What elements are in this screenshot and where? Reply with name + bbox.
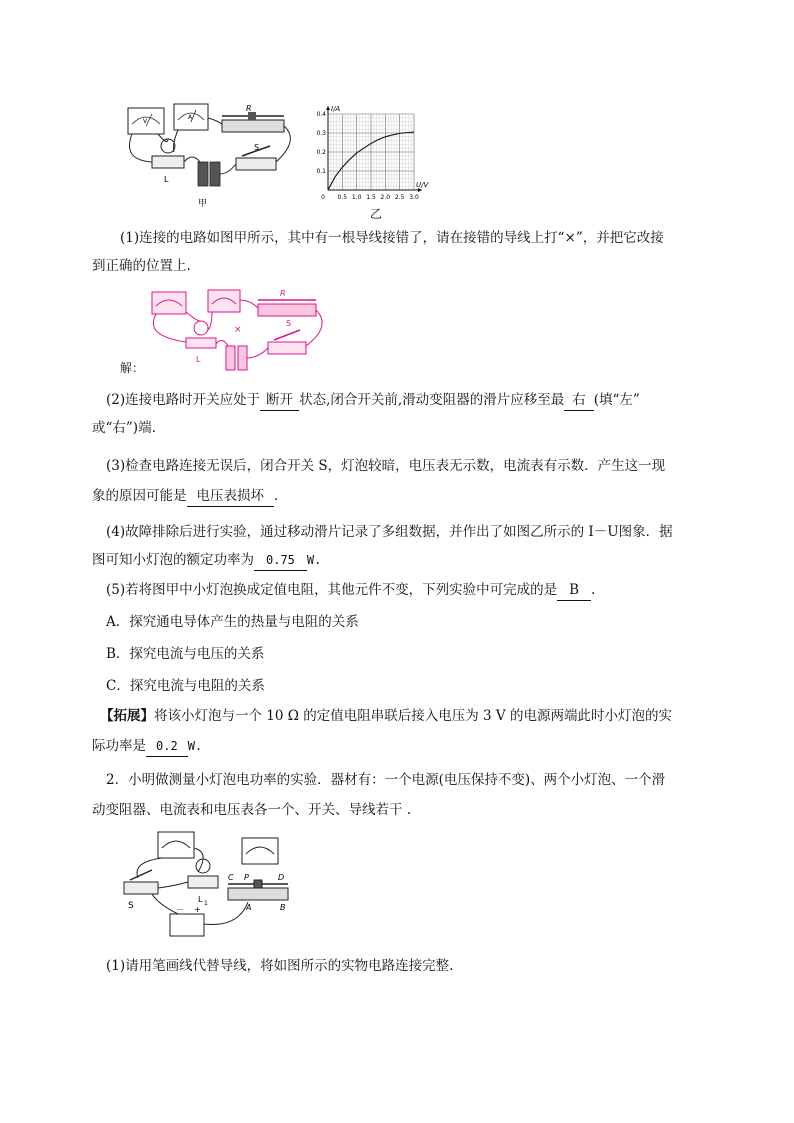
bulb-base [188, 876, 218, 888]
switch-icon [124, 882, 158, 894]
svg-text:R: R [280, 289, 286, 298]
p2q1-line1: (1)请用笔画线代替导线，将如图所示的实物电路连接完整. [106, 958, 454, 974]
p2-line2: 动变阻器、电流表和电压表各一个、开关、导线若干 . [92, 802, 412, 818]
voltmeter-icon [128, 108, 164, 134]
svg-text:C: C [228, 873, 234, 882]
y-axis-label: I/A [331, 105, 341, 113]
ammeter-icon [208, 290, 240, 312]
answer-blank: 断开 [260, 390, 299, 411]
svg-text:S: S [254, 143, 260, 152]
p2-line1: 2．小明做测量小灯泡电功率的实验．器材有：一个电源(电压保持不变)、两个小灯泡、一个滑 [106, 772, 666, 788]
bulb-icon [194, 321, 208, 335]
svg-text:R: R [246, 104, 252, 113]
cross-mark: × [234, 325, 242, 335]
solution-label: 解： [120, 361, 145, 375]
figure-label-jia: 甲 [198, 199, 208, 209]
svg-text:L: L [164, 175, 169, 184]
circuit-figure-jia [118, 100, 308, 212]
x-tick-label: 2.0 [380, 194, 391, 201]
iu-chart [312, 100, 432, 212]
answer-blank: 右 [564, 390, 594, 411]
answer-blank: 0.2 [146, 736, 188, 757]
ammeter-icon [174, 104, 208, 130]
svg-text:A: A [188, 114, 193, 121]
q3-line2: 象的原因可能是 电压表损坏 . [92, 486, 278, 507]
option-a: A．探究通电导体产生的热量与电阻的关系 [106, 614, 359, 630]
voltmeter-icon [158, 832, 194, 858]
svg-text:+: + [194, 905, 201, 914]
svg-text:S: S [128, 901, 134, 911]
figure-label-yi: 乙 [370, 207, 383, 221]
rheostat-icon [258, 304, 316, 316]
q1-line1: (1)连接的电路如图甲所示，其中有一根导线接错了，请在接错的导线上打“×”，并把它改接 [120, 230, 664, 246]
switch-icon [236, 143, 276, 170]
ammeter-icon [242, 838, 278, 864]
y-tick-label: 0.4 [316, 111, 326, 118]
x-axis-label: U/V [416, 181, 429, 189]
bulb-base [186, 338, 216, 348]
svg-text:S: S [286, 319, 292, 328]
svg-text:V: V [143, 118, 148, 125]
svg-text:1: 1 [204, 900, 208, 907]
origin-label: 0 [321, 194, 325, 201]
svg-text:－: － [176, 905, 184, 914]
q4-line1: (4)故障排除后进行实验，通过移动滑片记录了多组数据，并作出了如图乙所示的 I－U图象．据 [106, 524, 673, 540]
bulb-icon [152, 139, 184, 184]
q2-line1: (2)连接电路时开关应处于 断开 状态,闭合开关前,滑动变阻器的滑片应移至最 右 (填“左” [106, 390, 640, 411]
answer-blank: 0.75 [254, 550, 307, 571]
svg-text:D: D [278, 873, 285, 882]
battery-box-icon [170, 914, 204, 936]
svg-text:B: B [280, 903, 286, 912]
rheostat-icon [228, 888, 288, 900]
option-b: B．探究电流与电压的关系 [106, 646, 265, 662]
answer-blank: 电压表损坏 [187, 486, 275, 507]
y-tick-label: 0.2 [316, 149, 326, 156]
x-tick-label: 2.5 [394, 194, 405, 201]
svg-text:L: L [196, 355, 201, 364]
q5-line1: (5)若将图甲中小灯泡换成定值电阻，其他元件不变，下列实验中可完成的是 B . [106, 580, 595, 601]
q3-line1: (3)检查电路连接无误后，闭合开关 S，灯泡较暗，电压表无示数，电流表有示数．产生这一现 [106, 458, 666, 474]
q1-line2: 到正确的位置上. [92, 258, 191, 274]
x-tick-label: 3.0 [409, 194, 419, 201]
option-c: C．探究电流与电阻的关系 [106, 678, 265, 694]
q4-line2: 图可知小灯泡的额定功率为 0.75 W. [92, 550, 321, 571]
svg-text:P: P [244, 873, 249, 882]
x-tick-label: 0.5 [337, 194, 348, 201]
x-tick-label: 1.5 [366, 194, 376, 201]
extension-line2: 际功率是 0.2 W. [92, 736, 202, 757]
svg-text:A: A [246, 903, 252, 912]
q2-line2: 或“右”)端. [92, 420, 156, 436]
answer-circuit-figure [118, 286, 338, 378]
y-axis-arrow [326, 106, 330, 110]
switch-icon [268, 342, 306, 354]
x-tick-label: 1.0 [351, 194, 362, 201]
extension-line1: 【拓展】将该小灯泡与一个 10 Ω 的定值电阻串联后接入电压为 3 V 的电源两端此时小灯泡的实 [100, 708, 672, 724]
battery-icon [198, 162, 220, 186]
voltmeter-icon [152, 292, 186, 314]
battery-icon [226, 346, 235, 370]
y-tick-label: 0.1 [316, 168, 326, 175]
svg-text:L: L [198, 895, 203, 904]
y-tick-label: 0.3 [316, 130, 326, 137]
circuit-figure-2 [118, 828, 304, 944]
answer-blank: B [557, 580, 591, 601]
rheostat-icon [222, 104, 284, 132]
